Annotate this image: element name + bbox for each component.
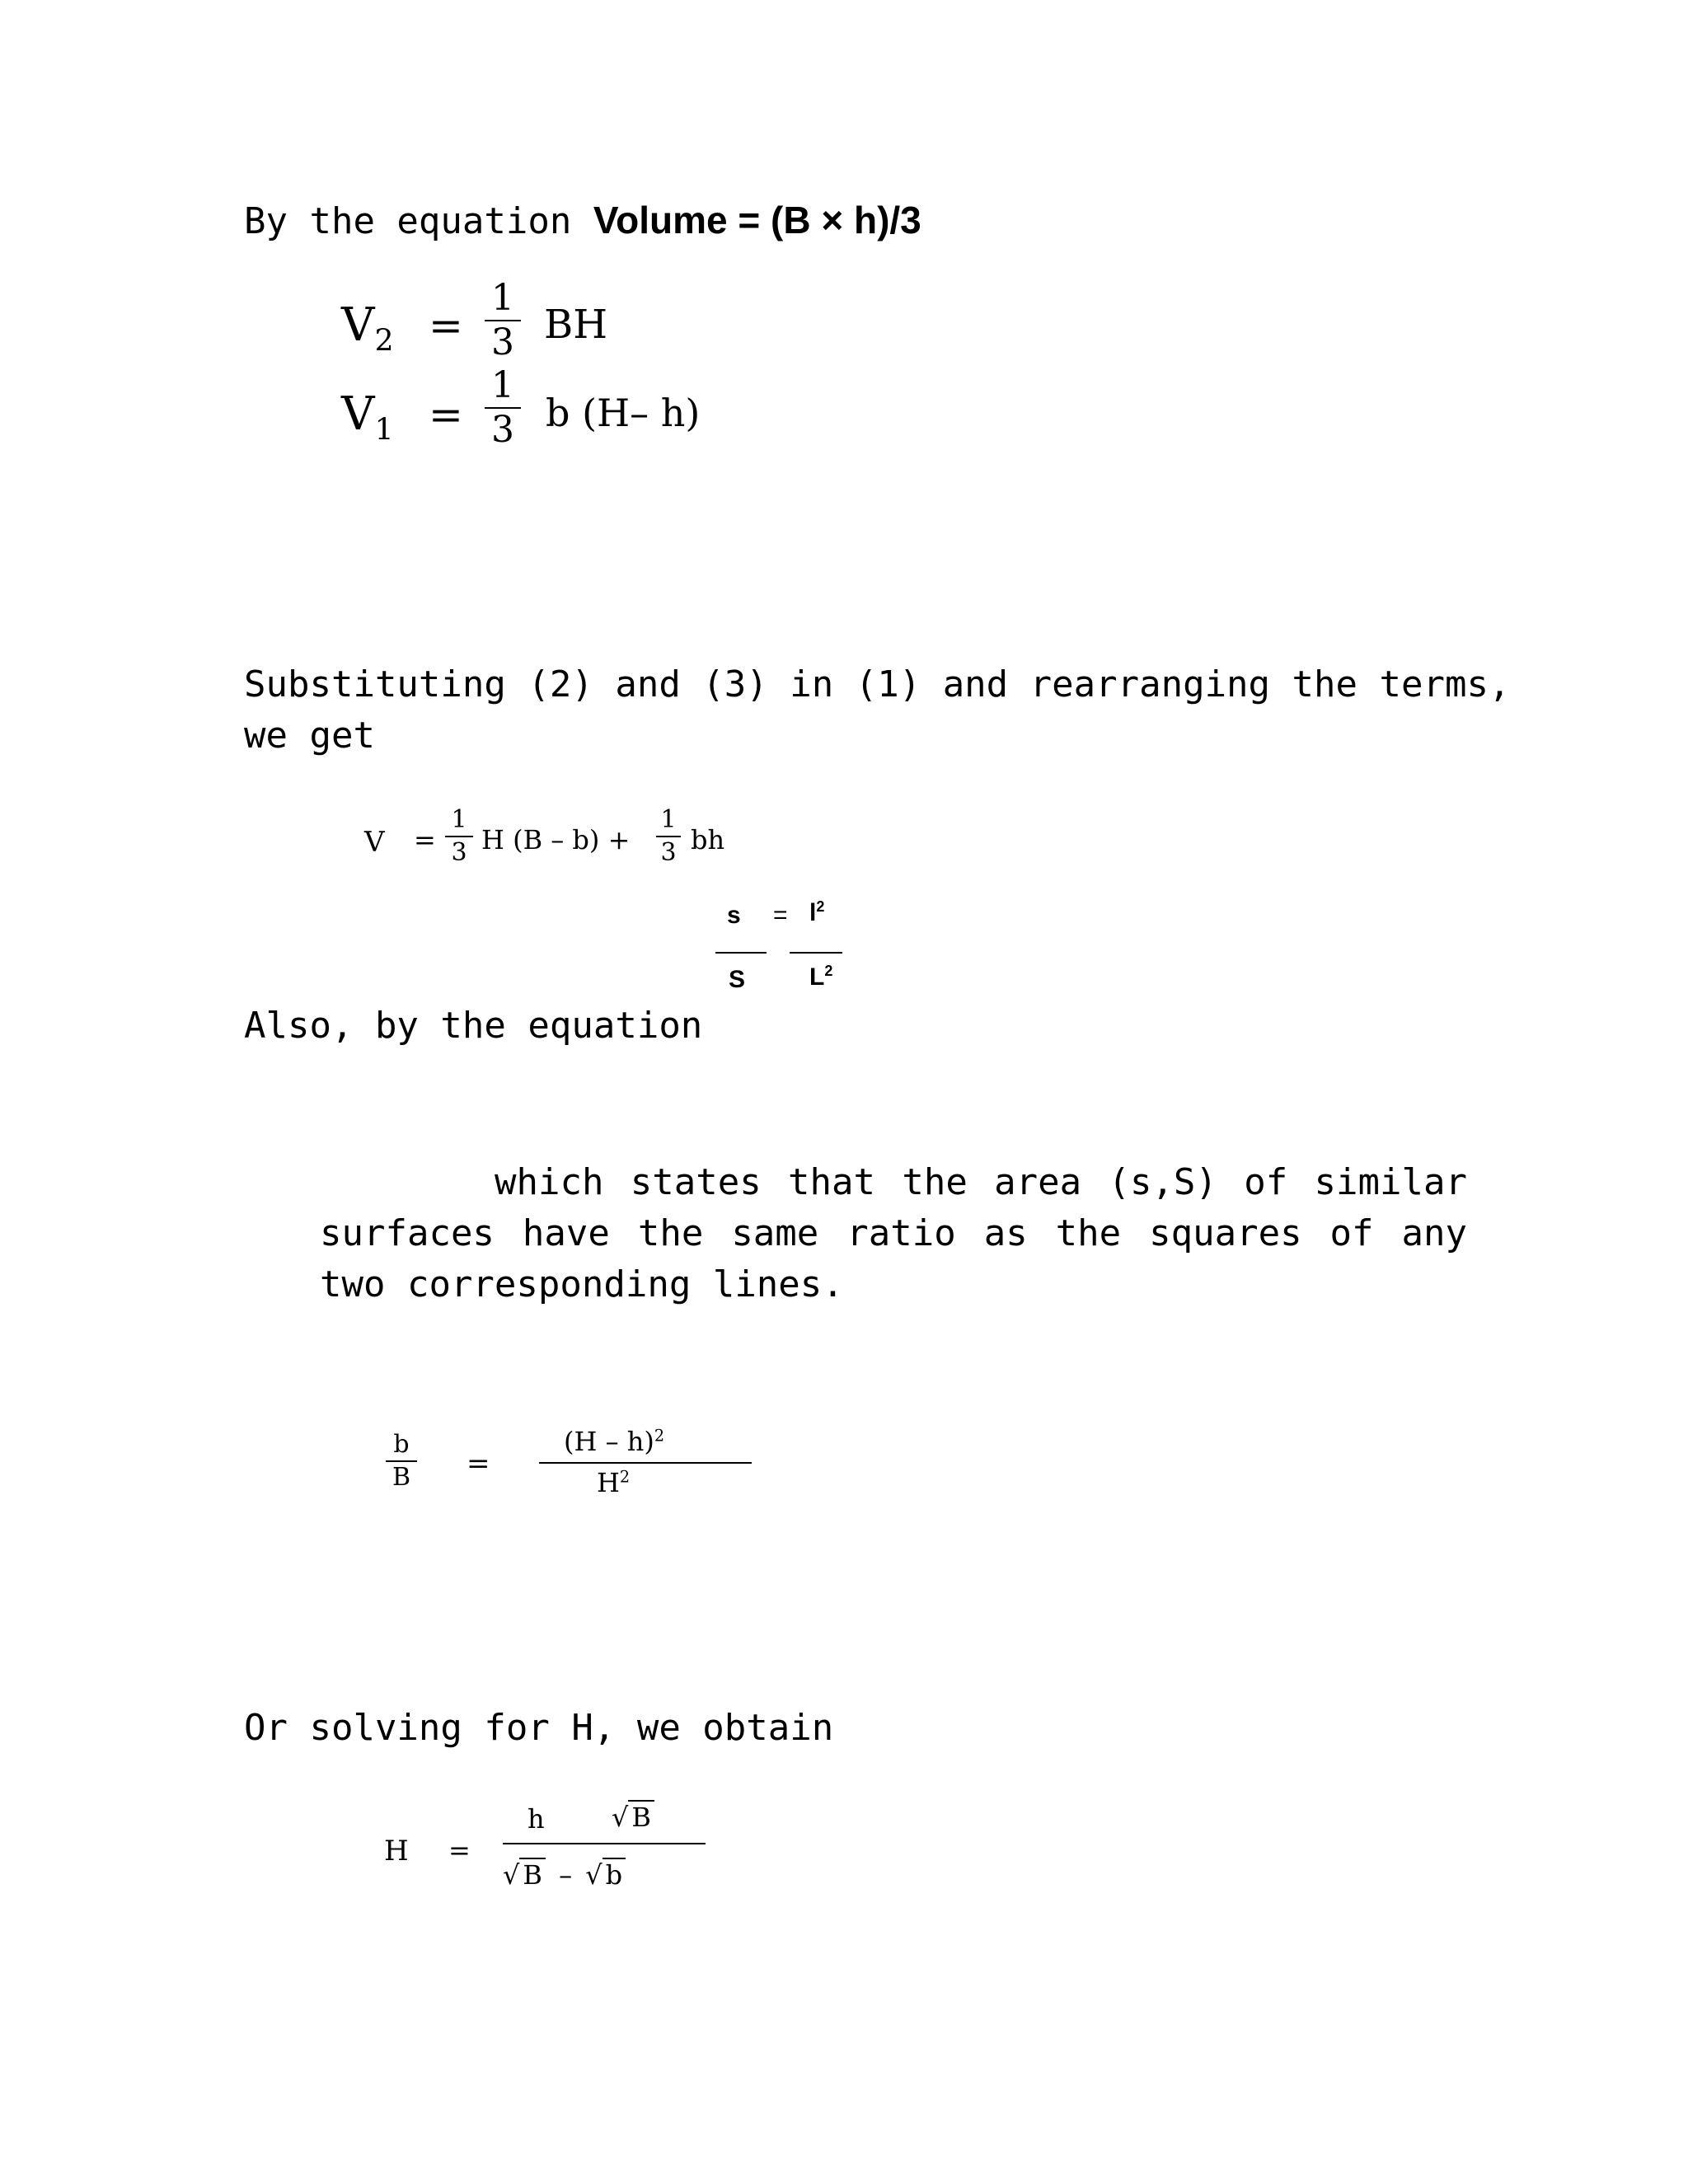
H-lhs: H (384, 1835, 409, 1868)
ratio-den-right: $L^2$ (809, 963, 833, 991)
v1-lhs: $V_1$ (341, 387, 394, 448)
also-text: Also, by the equation (244, 1005, 703, 1047)
states-line-1: which states that the area (s,S) of similar (495, 1161, 1467, 1203)
H-equals: = (448, 1835, 471, 1866)
v-fraction-2: 1 3 (656, 808, 681, 865)
v2-equals: = (429, 302, 463, 349)
ratio-equals: = (773, 902, 788, 929)
ratio-num-right: $l^2$ (809, 898, 825, 926)
H-fraction-bar (503, 1843, 706, 1844)
intro-text: By the equation (244, 200, 572, 242)
H-numerator-h: h (528, 1803, 545, 1835)
v1-fraction: 1 3 (485, 368, 521, 448)
sqrt-icon: √ (612, 1802, 629, 1833)
substituting-text-1: Substituting (2) and (3) in (1) and rearranging the terms, (244, 663, 1511, 705)
bB-rhs-bar (539, 1462, 752, 1464)
bB-equals: = (467, 1447, 490, 1480)
bB-fraction: b B (386, 1432, 417, 1490)
v-fraction-1: 1 3 (445, 808, 473, 865)
v-equals: = (414, 824, 436, 855)
ratio-num-left: s (727, 902, 741, 929)
v-lhs: V (364, 826, 385, 859)
sqrt-icon: √ (503, 1859, 520, 1891)
solving-text: Or solving for H, we obtain (244, 1707, 834, 1749)
ratio-bar-right (790, 952, 842, 954)
v-rhs: bh (691, 824, 725, 855)
v2-fraction: 1 3 (485, 280, 521, 361)
v1-equals: = (429, 391, 463, 438)
ratio-den-left: S (729, 966, 746, 993)
volume-formula: Volume = (B × h)/3 (593, 199, 921, 241)
v2-lhs: $V_2$ (341, 298, 394, 359)
v1-rhs: b (H– h) (546, 391, 701, 435)
bB-rhs-denominator: $H^2$ (597, 1467, 631, 1498)
states-line-3: two corresponding lines. (320, 1263, 844, 1305)
ratio-bar-left (715, 952, 767, 954)
states-line-2: surfaces have the same ratio as the squares of any (320, 1212, 1467, 1254)
v2-rhs: BH (544, 302, 608, 348)
sqrt-icon: √ (585, 1859, 603, 1891)
bB-rhs-numerator: (H – h)$^2$ (564, 1426, 665, 1457)
H-denominator: √ B – √ b (503, 1859, 626, 1891)
intro-line (244, 194, 921, 247)
H-numerator-root: √ B (612, 1802, 654, 1833)
v-middle: H (B – b) + (481, 824, 631, 855)
substituting-text-2: we get (244, 715, 375, 757)
